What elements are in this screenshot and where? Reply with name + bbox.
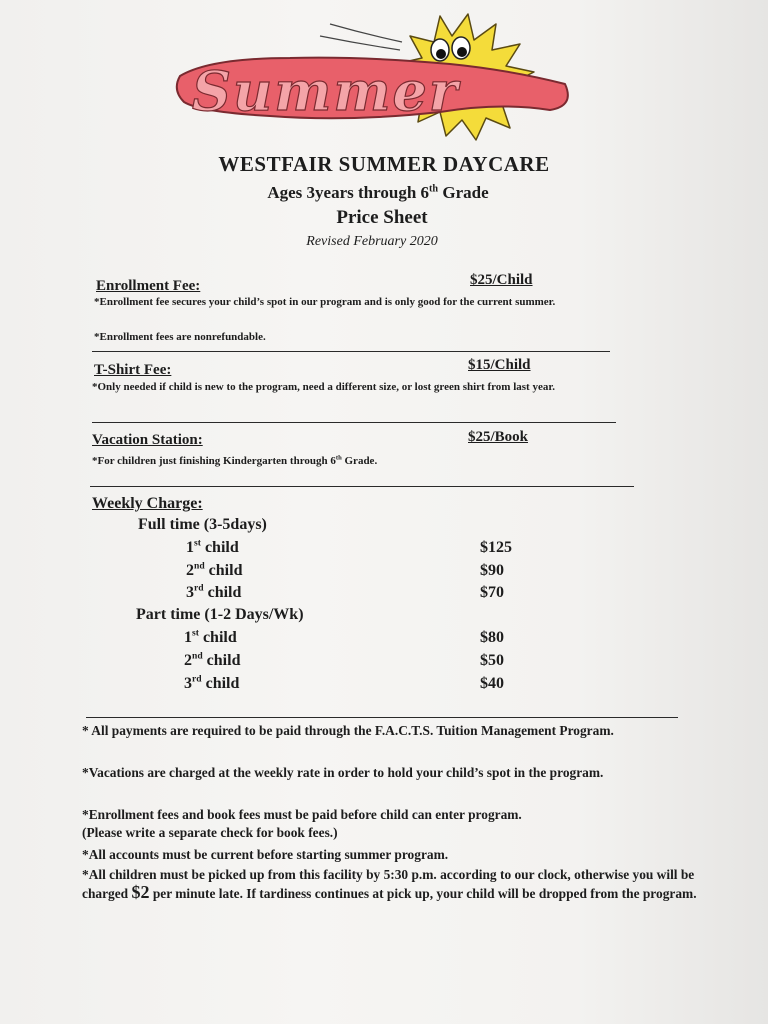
late-fee-amount: $2 — [131, 881, 150, 902]
parttime-third-child: 3rd child — [184, 673, 240, 692]
divider — [92, 351, 610, 352]
pickup-note: *All children must be picked up from this facility by 5:30 p.m. according to our clock, otherwise you will be charged $2 per minute late. If tardiness continues at pick up, your child will be dropped from the program. — [82, 867, 697, 902]
summer-sun-logo — [170, 6, 590, 146]
fulltime-second-child: 2nd child — [186, 560, 243, 579]
separate-check-note: (Please write a separate check for book fees.) — [82, 825, 338, 840]
parttime-second-child: 2nd child — [184, 650, 241, 669]
tshirt-fee-title: T-Shirt Fee: — [94, 362, 172, 378]
payments-note: * All payments are required to be paid through the F.A.C.T.S. Tuition Management Program. — [82, 723, 614, 738]
vacation-station-note: *For children just finishing Kindergarten through 6th Grade. — [92, 454, 378, 467]
fulltime-third-child-amount: $70 — [480, 584, 504, 601]
fulltime-second-child-amount: $90 — [480, 562, 504, 579]
fulltime-label: Full time (3-5days) — [138, 516, 267, 533]
parttime-third-child-amount: $40 — [480, 675, 504, 692]
parttime-first-child: 1st child — [184, 627, 237, 646]
tshirt-fee-note: *Only needed if child is new to the program, need a different size, or lost green shirt from last year. — [92, 381, 555, 393]
price-sheet-subtitle: Price Sheet — [336, 207, 428, 228]
divider — [86, 717, 678, 718]
ages-line: Ages 3years through 6th Grade — [267, 183, 489, 202]
parttime-second-child-amount: $50 — [480, 652, 504, 669]
page-title: WESTFAIR SUMMER DAYCARE — [218, 152, 550, 176]
divider — [92, 422, 616, 423]
tshirt-fee-price: $15/Child — [468, 357, 531, 373]
fulltime-third-child: 3rd child — [186, 582, 242, 601]
revised-date: Revised February 2020 — [306, 234, 438, 249]
summer-logo-text: Summer — [192, 59, 460, 123]
enrollment-fee-nonrefundable-note: *Enrollment fees are nonrefundable. — [94, 331, 266, 343]
fulltime-first-child: 1st child — [186, 537, 239, 556]
enrollment-fee-title: Enrollment Fee: — [96, 278, 201, 294]
enrollment-fee-price: $25/Child — [470, 272, 533, 288]
parttime-first-child-amount: $80 — [480, 629, 504, 646]
accounts-note: *All accounts must be current before starting summer program. — [82, 847, 449, 862]
enrollment-fee-note: *Enrollment fee secures your child’s spot in our program and is only good for the current summer. — [94, 296, 556, 308]
weekly-charge-title: Weekly Charge: — [92, 495, 203, 512]
vacations-note: *Vacations are charged at the weekly rate in order to hold your child’s spot in the program. — [82, 765, 604, 780]
vacation-station-title: Vacation Station: — [92, 432, 203, 448]
parttime-label: Part time (1-2 Days/Wk) — [136, 606, 304, 623]
divider — [90, 486, 634, 487]
fulltime-first-child-amount: $125 — [480, 539, 512, 556]
fees-before-note: *Enrollment fees and book fees must be paid before child can enter program. — [82, 807, 522, 822]
vacation-station-price: $25/Book — [468, 429, 529, 445]
